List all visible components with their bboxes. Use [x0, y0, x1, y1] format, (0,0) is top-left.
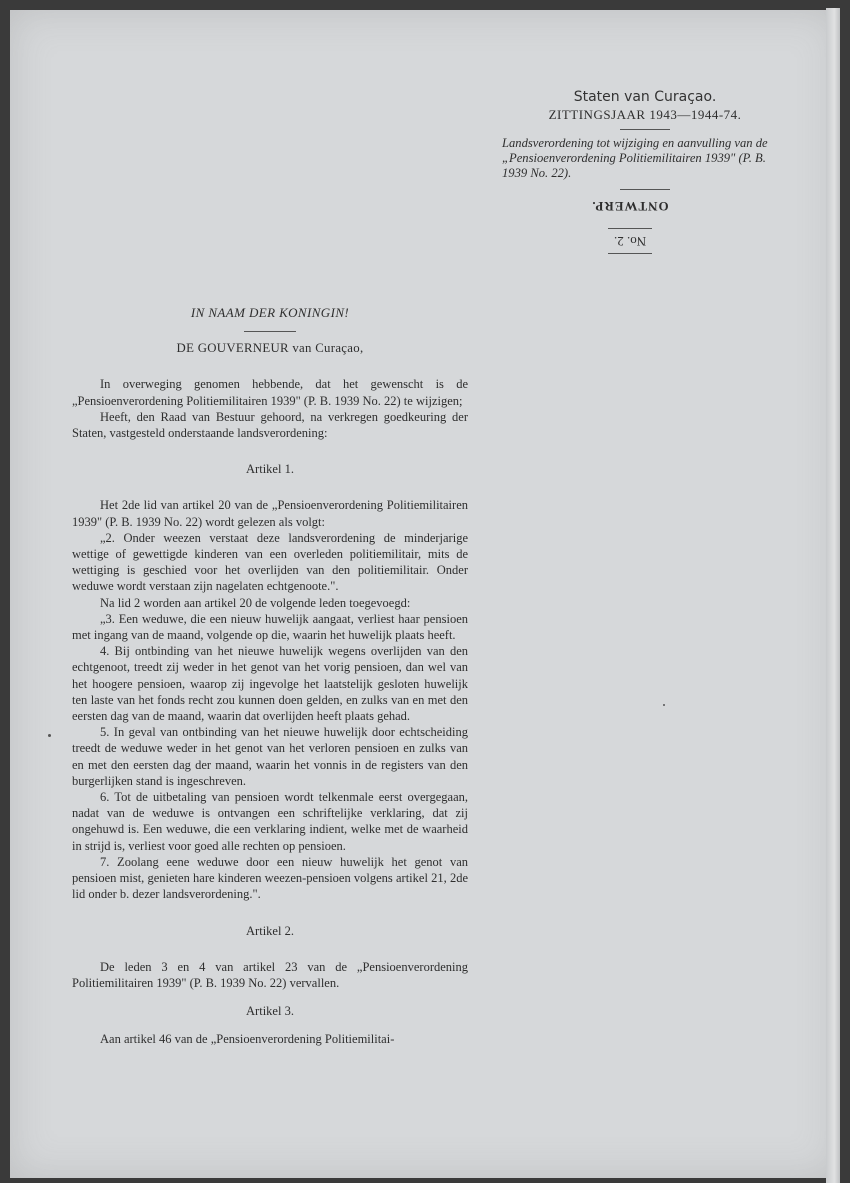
header-divider-lower — [620, 189, 670, 190]
paper-speck — [663, 704, 665, 706]
page-edge — [826, 8, 840, 1183]
article-paragraph: „2. Onder weezen verstaat deze landsverordening de minderjarige wettige of gewettigde kinderen van een overleden politiemilitair, mits de wettiging is geschied voor het overlijden van den politiemilitair. Onder weduwe wordt verstaan zijn nagelaten echtgenoote.". — [72, 530, 468, 594]
document-body — [72, 305, 468, 1048]
title-divider — [244, 331, 296, 332]
article-paragraph: 5. In geval van ontbinding van het nieuwe huwelijk door echtscheiding treedt de weduwe weder in het genot van het verloren pensioen en zulks van en met den eersten dag der maand, waarin het vonnis in de registers van den burgerlijken stand is ingeschreven. — [72, 725, 468, 788]
preamble-paragraph: In overweging genomen hebbende, dat het gewenscht is de „Pensioenverordening Politiemilitairen 1939" (P. B. 1939 No. 22) te wijzigen; — [72, 377, 468, 408]
article-heading: Artikel 1. — [246, 462, 294, 477]
number-divider-top — [608, 253, 652, 254]
document-number: No. 2. — [613, 234, 647, 249]
upside-down-label — [560, 198, 700, 258]
number-divider-bottom — [608, 228, 652, 229]
article-paragraph: 7. Zoolang eene weduwe door een nieuw huwelijk het genot van pensioen mist, genieten hare kinderen weezen-pensioen volgens artikel 21, 2de lid onder b. dezer landsverordening.". — [72, 854, 468, 902]
article-paragraph: Na lid 2 worden aan artikel 20 de volgende leden toegevoegd: — [100, 595, 411, 610]
article-heading: Artikel 3. — [246, 1004, 294, 1019]
ordinance-description: Landsverordening tot wijziging en aanvulling van de „Pensioenverordening Politiemilitairen 1939" (P. B. 1939 No. 22). — [502, 136, 768, 180]
draft-label: ONTWERP. — [591, 199, 669, 214]
article-paragraph: „3. Een weduwe, die een nieuw huwelijk aangaat, verliest haar pensioen met ingang van de maand, volgende op die, waarin het huwelijk plaats heeft. — [72, 611, 468, 643]
document-header — [500, 88, 790, 196]
article-heading: Artikel 2. — [246, 923, 294, 938]
header-divider — [620, 129, 670, 130]
royal-title: IN NAAM DER KONINGIN! — [190, 305, 350, 320]
article-paragraph: Aan artikel 46 van de „Pensioenverordening Politiemilitai- — [100, 1032, 395, 1047]
article-paragraph: 6. Tot de uitbetaling van pensioen wordt telkenmale eerst overgegaan, nadat van de weduwe is ontvangen een schriftelijke verklaring, dat zij ongehuwd is. Een weduwe, die een verklaring indient, welke met de waarheid in strijd is, verliest voor goed alle rechten op pensioen. — [72, 790, 468, 853]
article-paragraph: Het 2de lid van artikel 20 van de „Pensioenverordening Politiemilitairen 1939" (P. B. 1939 No. 22) wordt gelezen als volgt: — [72, 498, 468, 529]
article-paragraph: 4. Bij ontbinding van het nieuwe huwelijk wegens overlijden van den echtgenoot, treedt zij weder in het genot van het vorig pensioen, dan wel van het hoogere pensioen, waarop zij ingevolge het laatstelijk gesloten huwelijk ten laste van het fonds recht zou kunnen doen gelden, en zulks van en met den eersten dag van de maand, waarin dat overlijden heeft plaats gehad. — [72, 644, 468, 724]
organization-name: Staten van Curaçao. — [573, 89, 717, 105]
governor-line: DE GOUVERNEUR van Curaçao, — [176, 341, 364, 356]
paper-speck — [48, 734, 51, 737]
article-paragraph: De leden 3 en 4 van artikel 23 van de „Pensioenverordening Politiemilitairen 1939" (P. B. 1939 No. 22) vervallen. — [72, 959, 468, 990]
preamble-paragraph: Heeft, den Raad van Bestuur gehoord, na verkregen goedkeuring der Staten, vastgesteld onderstaande landsverordening: — [72, 409, 468, 441]
session-year: ZITTINGSJAAR 1943—1944-74. — [548, 107, 742, 122]
